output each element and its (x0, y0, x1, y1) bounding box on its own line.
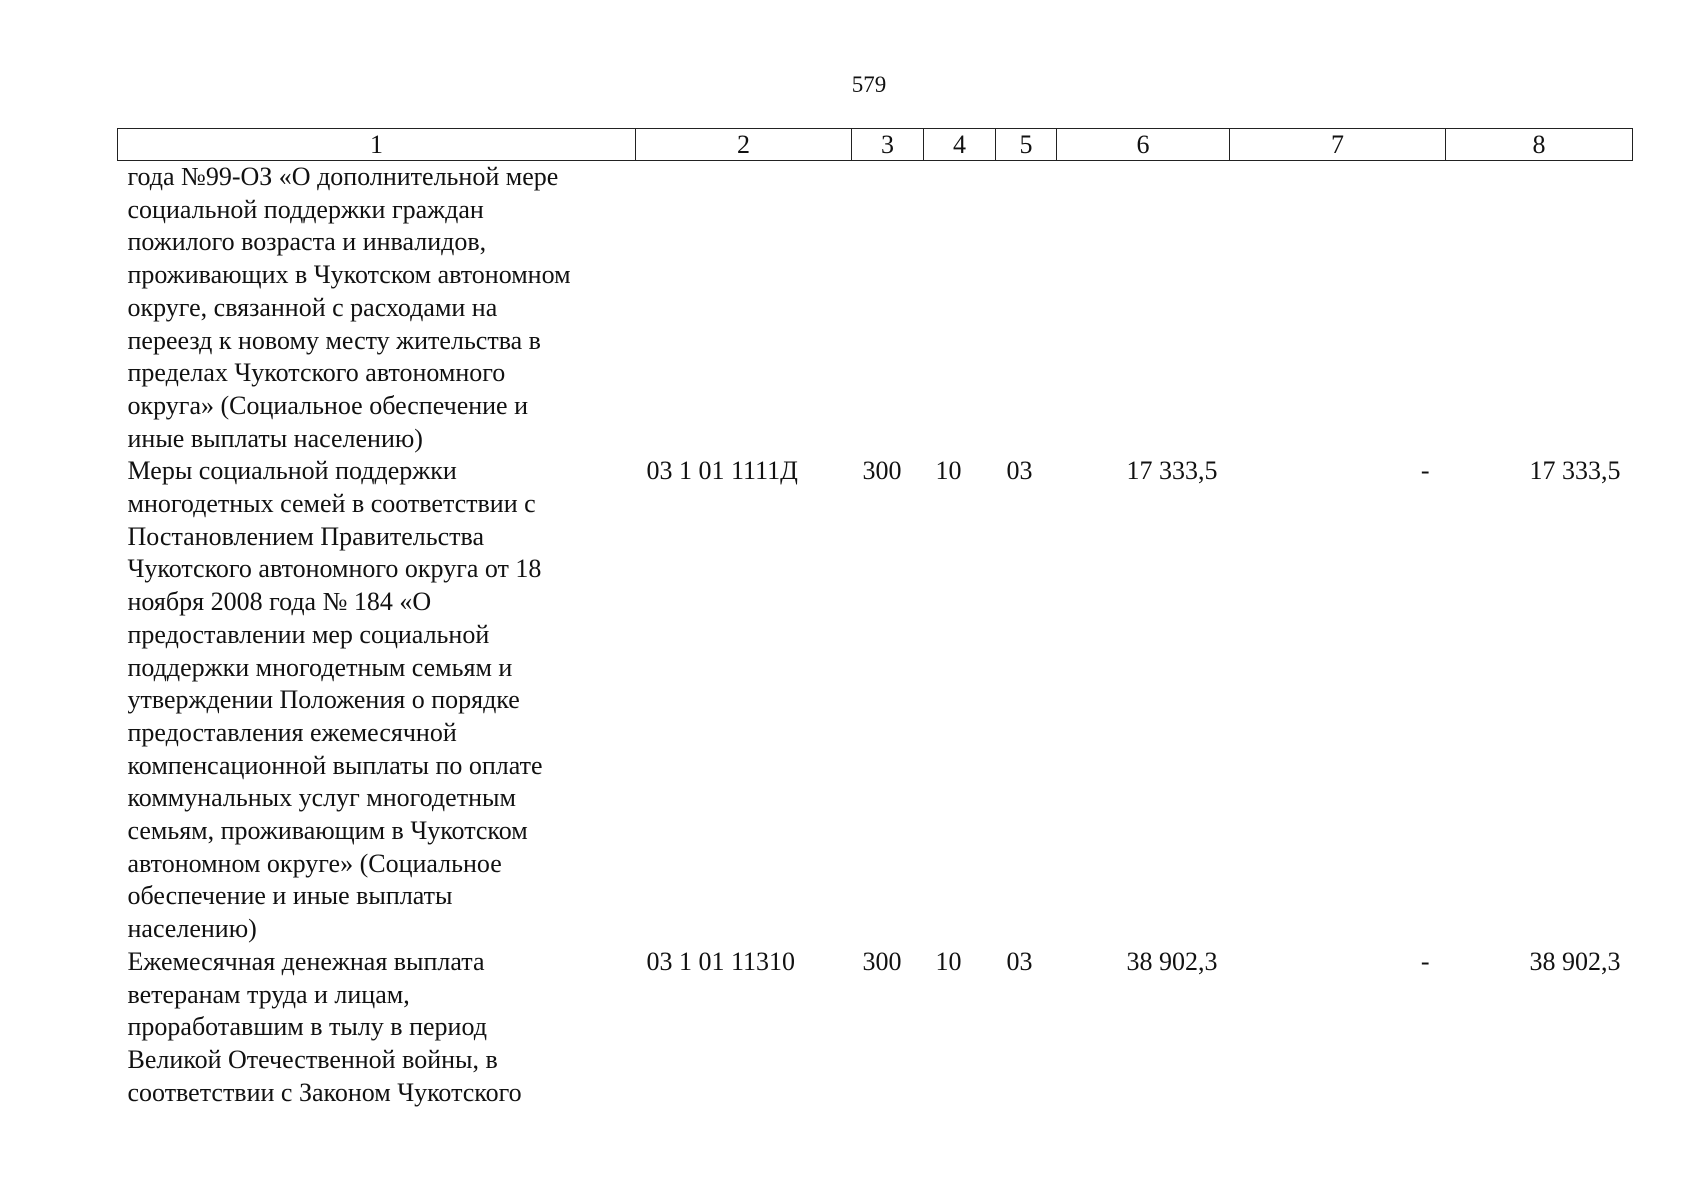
description-line: округе, связанной с расходами на (127, 292, 498, 322)
table-row (118, 946, 1633, 1110)
subsection-cell (996, 161, 1057, 456)
section-cell (924, 161, 996, 456)
column-header-4: 4 (924, 129, 996, 161)
row-description (118, 161, 636, 456)
page-number: 579 (851, 72, 887, 97)
table-header (118, 129, 1633, 161)
description-line: года №99-ОЗ «О дополнительной мере (127, 162, 559, 191)
section-cell: 10 (935, 946, 962, 976)
description-line: пределах Чукотского автономного (127, 358, 506, 388)
header-row (118, 129, 1633, 161)
description-line: коммунальных услуг многодетным (127, 783, 516, 813)
column-header-2: 2 (636, 129, 852, 161)
description-line: Великой Отечественной войны, в (127, 1044, 498, 1074)
description-line: иные выплаты населению) (127, 423, 423, 453)
description-line: утверждении Положения о порядке (127, 685, 520, 715)
subsection-cell: 03 (1006, 456, 1033, 486)
description-line: поддержки многодетным семьям и (127, 652, 513, 682)
column-header-3: 3 (852, 129, 924, 161)
row-description (118, 455, 636, 946)
column-header-8: 8 (1446, 129, 1633, 161)
description-line: обеспечение и иные выплаты (127, 881, 453, 911)
column-header-5: 5 (996, 129, 1057, 161)
column-header-1: 1 (118, 129, 636, 161)
description-line: автономном округе» (Социальное (127, 848, 502, 878)
description-line: социальной поддержки граждан (127, 194, 484, 224)
expense-type-cell (852, 161, 924, 456)
section-cell: 10 (935, 456, 962, 486)
change-cell: - (1420, 946, 1430, 976)
amount-cell: 17 333,5 (1126, 456, 1218, 486)
table-body (118, 161, 1633, 1110)
subsection-cell: 03 (1006, 946, 1033, 976)
table-row (118, 161, 1633, 456)
budget-table (117, 128, 1633, 1109)
table-row (118, 455, 1633, 946)
amount-cell (1057, 161, 1230, 456)
description-line: соответствии с Законом Чукотского (127, 1077, 522, 1107)
description-line: семьям, проживающим в Чукотском (127, 816, 528, 846)
expense-type-cell: 300 (862, 456, 902, 486)
description-line: Меры социальной поддержки (127, 456, 457, 486)
description-line: пожилого возраста и инвалидов, (127, 227, 487, 257)
description-line: ветеранам труда и лицам, (127, 979, 410, 1009)
description-line: ноября 2008 года № 184 «О (127, 587, 432, 617)
budget-code-cell (636, 161, 852, 456)
description-line: населению) (127, 914, 257, 944)
description-line: Ежемесячная денежная выплата (127, 946, 485, 976)
column-header-7: 7 (1230, 129, 1446, 161)
description-line: предоставлении мер социальной (127, 619, 490, 649)
description-line: округа» (Социальное обеспечение и (127, 390, 529, 420)
description-line: многодетных семей в соответствии с (127, 489, 536, 519)
total-amount-cell (1446, 161, 1633, 456)
change-cell: - (1420, 456, 1430, 486)
description-line: Чукотского автономного округа от 18 (127, 554, 542, 584)
total-amount-cell: 38 902,3 (1529, 946, 1621, 976)
description-line: проживающих в Чукотском автономном (127, 260, 571, 290)
description-line: Постановлением Правительства (127, 521, 484, 551)
column-header-6: 6 (1057, 129, 1230, 161)
budget-code-cell: 03 1 01 11310 (646, 946, 796, 976)
change-cell (1230, 161, 1446, 456)
description-line: проработавшим в тылу в период (127, 1012, 487, 1042)
expense-type-cell: 300 (862, 946, 902, 976)
row-description (118, 946, 636, 1110)
description-line: компенсационной выплаты по оплате (127, 750, 543, 780)
description-line: переезд к новому месту жительства в (127, 325, 541, 355)
amount-cell: 38 902,3 (1126, 946, 1218, 976)
description-line: предоставления ежемесячной (127, 717, 457, 747)
total-amount-cell: 17 333,5 (1529, 456, 1621, 486)
budget-code-cell: 03 1 01 1111Д (646, 456, 798, 486)
